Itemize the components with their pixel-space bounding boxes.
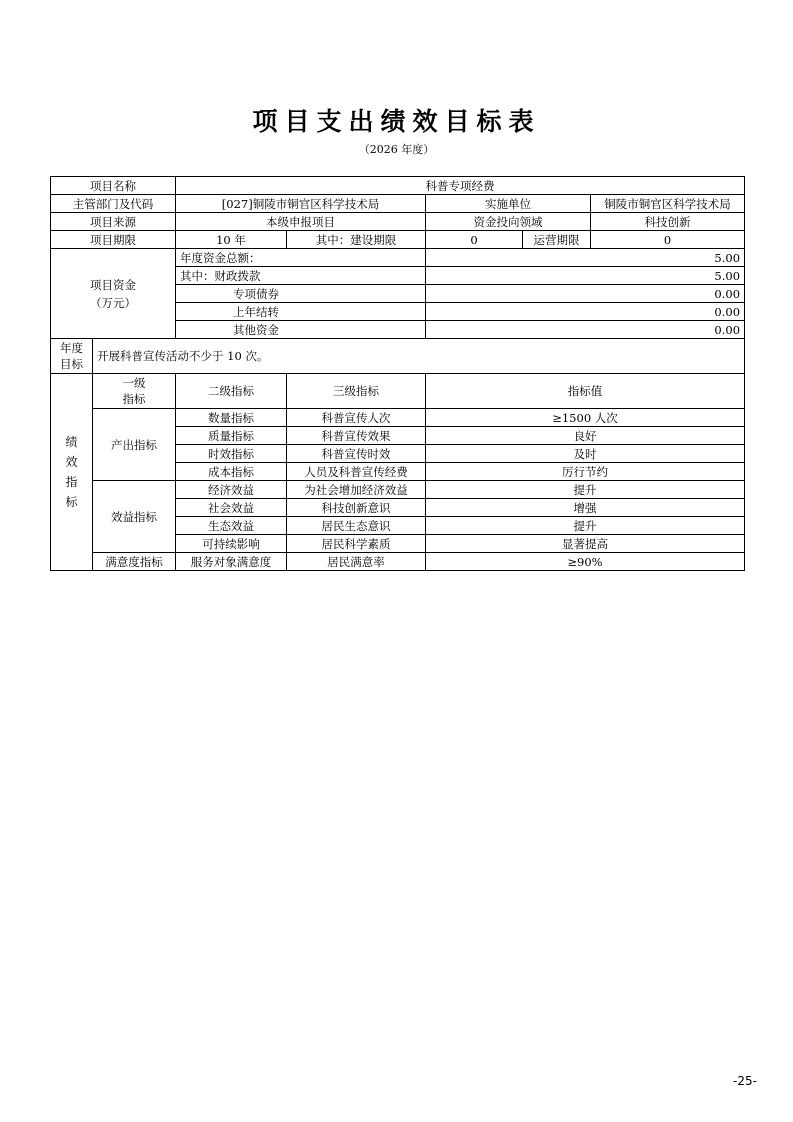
- invest-field-label: 资金投向领域: [426, 213, 591, 231]
- indicator-l3: 居民科学素质: [287, 535, 426, 553]
- performance-target-table: [50, 176, 745, 571]
- indicator-value: 显著提高: [426, 535, 745, 553]
- page-subtitle: （2026 年度）: [358, 143, 435, 156]
- funds-unit-text: （万元）: [90, 295, 136, 310]
- indicator-value: 及时: [426, 445, 745, 463]
- dept-value: [027]铜陵市铜官区科学技术局: [176, 195, 426, 213]
- funds-total-value: 5.00: [426, 249, 745, 267]
- indicator-value: ≥1500 人次: [426, 409, 745, 427]
- funds-fiscal-label: 其中：财政拨款: [176, 267, 426, 285]
- satisfaction-indicator-label: 满意度指标: [93, 553, 176, 571]
- row-indicator-header: [51, 374, 745, 409]
- indicator-l2: 可持续影响: [176, 535, 287, 553]
- indicator-value: ≥90%: [426, 553, 745, 571]
- annual-goal-value: 开展科普宣传活动不少于 10 次。: [93, 339, 745, 374]
- page-title: 项目支出绩效目标表: [252, 107, 541, 136]
- build-period-label: 其中：建设期限: [287, 231, 426, 249]
- funds-last-year-label: 上年结转: [176, 303, 426, 321]
- benefit-indicator-label: 效益指标: [93, 481, 176, 553]
- funds-total-label: 年度资金总额：: [176, 249, 426, 267]
- indicator-l2: 经济效益: [176, 481, 287, 499]
- annual-goal-label: [51, 339, 93, 374]
- output-indicator-label: 产出指标: [93, 409, 176, 481]
- level1-header-2: 指标: [122, 392, 146, 406]
- indicator-l3: 人员及科普宣传经费: [287, 463, 426, 481]
- indicator-value: 增强: [426, 499, 745, 517]
- row-annual-goal: [51, 339, 745, 374]
- table-row: [51, 481, 745, 499]
- op-period-value: 0: [591, 231, 745, 249]
- indicator-l3: 居民满意率: [287, 553, 426, 571]
- indicator-l3: 科普宣传人次: [287, 409, 426, 427]
- level1-header: [93, 374, 176, 409]
- op-period-label: 运营期限: [523, 231, 591, 249]
- indicator-value: 良好: [426, 427, 745, 445]
- funds-last-year-value: 0.00: [426, 303, 745, 321]
- indicator-l2: 社会效益: [176, 499, 287, 517]
- funds-bond-value: 0.00: [426, 285, 745, 303]
- indicator-l3: 科技创新意识: [287, 499, 426, 517]
- indicator-l3: 科普宣传时效: [287, 445, 426, 463]
- indicator-l2: 数量指标: [176, 409, 287, 427]
- funds-label-text: 项目资金: [90, 277, 136, 292]
- indicator-value: 提升: [426, 481, 745, 499]
- level2-header: 二级指标: [176, 374, 287, 409]
- row-source: [51, 213, 745, 231]
- impl-unit-value: 铜陵市铜官区科学技术局: [591, 195, 745, 213]
- indicator-l3: 居民生态意识: [287, 517, 426, 535]
- table-row: [51, 553, 745, 571]
- row-dept: [51, 195, 745, 213]
- indicator-value: 提升: [426, 517, 745, 535]
- build-period-value: 0: [426, 231, 523, 249]
- page-number: -25-: [733, 1074, 757, 1088]
- table-row: [51, 409, 745, 427]
- indicator-l2: 服务对象满意度: [176, 553, 287, 571]
- indicator-l3: 科普宣传效果: [287, 427, 426, 445]
- indicator-l2: 质量指标: [176, 427, 287, 445]
- performance-label: [51, 374, 93, 571]
- performance-label-text: 绩 效 指 标: [65, 435, 78, 509]
- project-name-value: 科普专项经费: [176, 177, 745, 195]
- impl-unit-label: 实施单位: [426, 195, 591, 213]
- annual-goal-label-1: 年度: [60, 341, 83, 355]
- project-name-label: 项目名称: [51, 177, 176, 195]
- funds-label: [51, 249, 176, 339]
- indicator-l2: 时效指标: [176, 445, 287, 463]
- indicator-value: 厉行节约: [426, 463, 745, 481]
- dept-label: 主管部门及代码: [51, 195, 176, 213]
- level1-header-1: 一级: [122, 376, 146, 390]
- row-period: [51, 231, 745, 249]
- period-value: 10 年: [176, 231, 287, 249]
- source-label: 项目来源: [51, 213, 176, 231]
- funds-other-label: 其他资金: [176, 321, 426, 339]
- annual-goal-label-2: 目标: [60, 357, 83, 371]
- source-value: 本级申报项目: [176, 213, 426, 231]
- indicator-l2: 成本指标: [176, 463, 287, 481]
- funds-bond-label: 专项债券: [176, 285, 426, 303]
- value-header: 指标值: [426, 374, 745, 409]
- invest-field-value: 科技创新: [591, 213, 745, 231]
- row-project-name: [51, 177, 745, 195]
- funds-fiscal-value: 5.00: [426, 267, 745, 285]
- level3-header: 三级指标: [287, 374, 426, 409]
- row-funds-total: [51, 249, 745, 267]
- funds-other-value: 0.00: [426, 321, 745, 339]
- indicator-l2: 生态效益: [176, 517, 287, 535]
- indicator-l3: 为社会增加经济效益: [287, 481, 426, 499]
- period-label: 项目期限: [51, 231, 176, 249]
